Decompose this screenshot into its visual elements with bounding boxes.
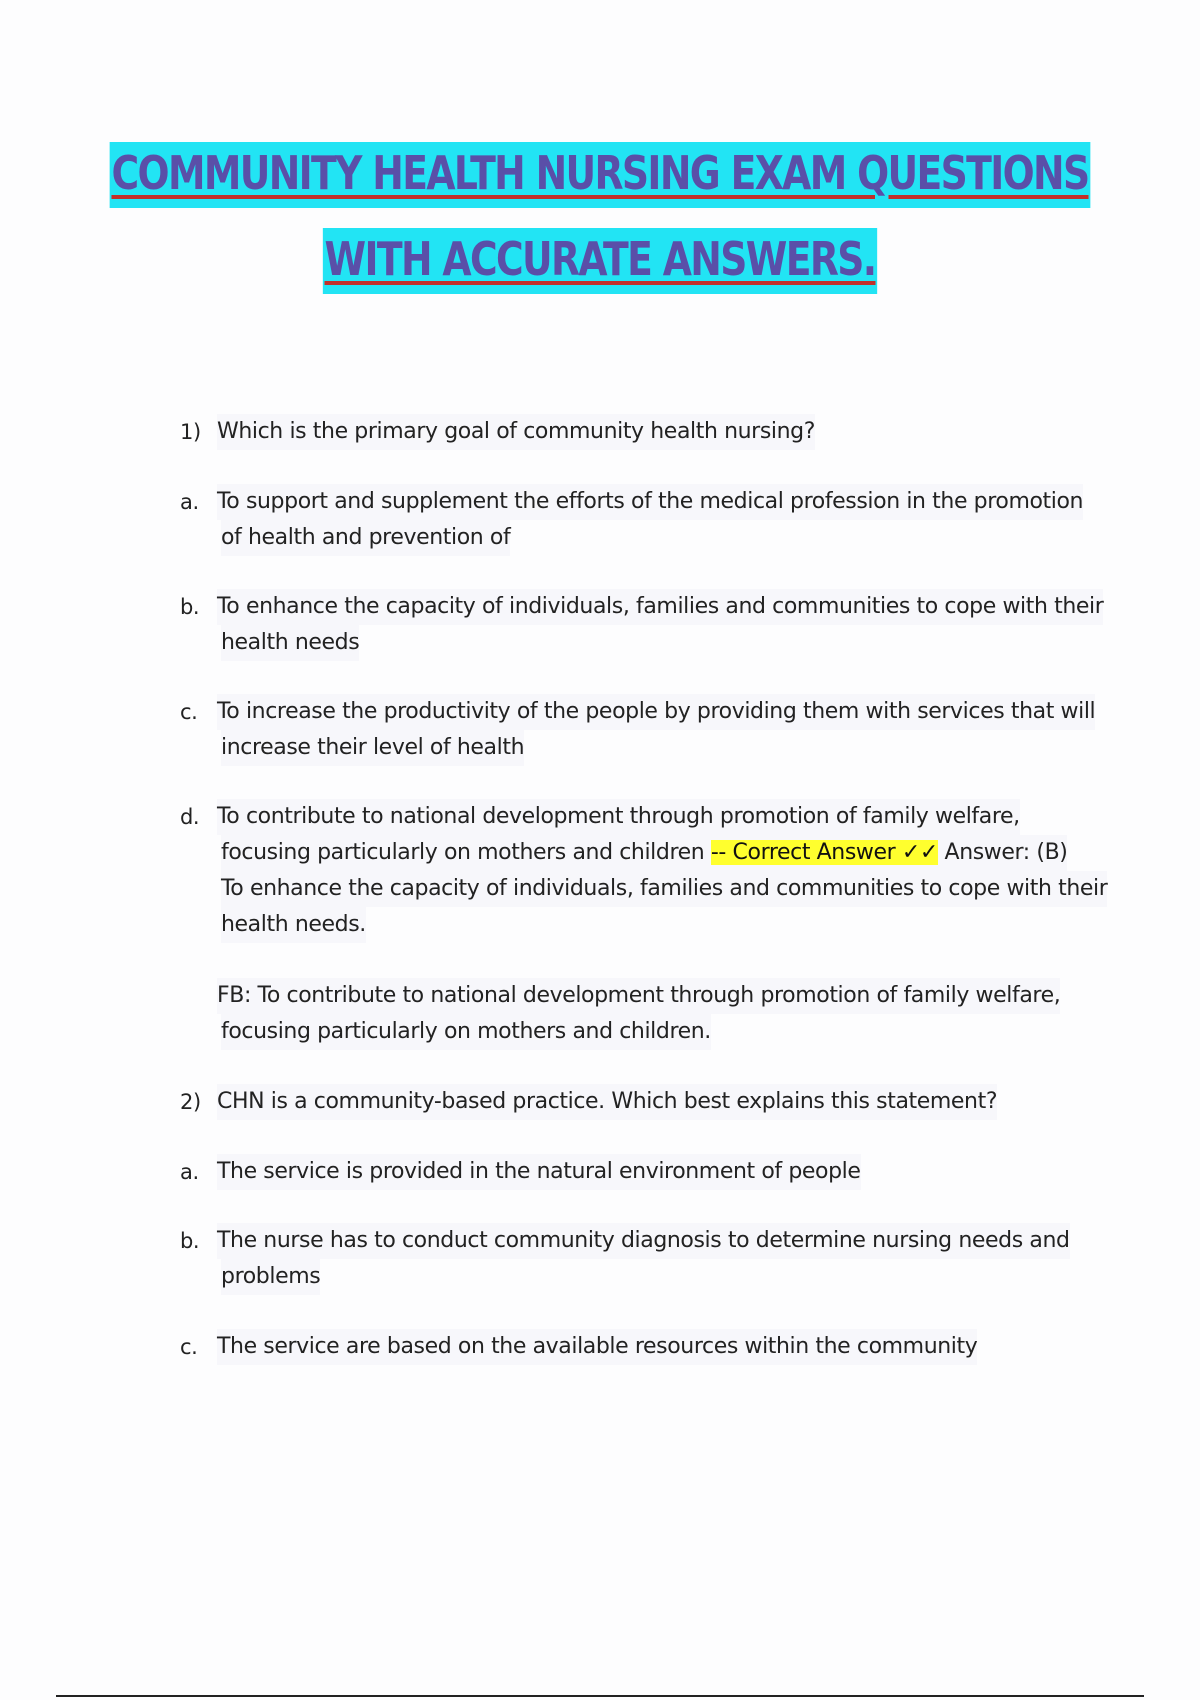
question-number: 2) (180, 1090, 201, 1114)
answer-label: Answer: (B) (937, 840, 1068, 865)
option-text-line: To contribute to national development through promotion of family welfare, (217, 799, 1020, 835)
option-text-line: problems (221, 1259, 320, 1295)
option-text-line: health needs (221, 625, 359, 661)
document-title-line-1 (108, 146, 1092, 200)
option-text-line: To increase the productivity of the people by providing them with services that will (217, 694, 1095, 730)
option-letter: d. (180, 805, 200, 829)
question-text: CHN is a community-based practice. Which best explains this statement? (217, 1084, 997, 1120)
option-letter: a. (180, 1160, 199, 1184)
option-text-segment: focusing particularly on mothers and children (221, 840, 711, 865)
question-text: Which is the primary goal of community health nursing? (217, 414, 815, 450)
correct-answer-highlight: -- Correct Answer ✓✓ (710, 840, 938, 865)
option-text-line: To enhance the capacity of individuals, families and communities to cope with their (217, 589, 1103, 625)
option-text-line: The nurse has to conduct community diagnosis to determine nursing needs and (217, 1223, 1070, 1259)
option-text-line: The service is provided in the natural environment of people (217, 1154, 861, 1190)
option-text-line: To support and supplement the efforts of the medical profession in the promotion (217, 484, 1083, 520)
feedback-line: focusing particularly on mothers and children. (221, 1014, 711, 1050)
option-letter: c. (180, 1335, 198, 1359)
option-text-line: increase their level of health (221, 730, 524, 766)
option-text-line-with-answer (221, 835, 1067, 871)
answer-explanation-line: To enhance the capacity of individuals, families and communities to cope with their (221, 871, 1107, 907)
title-text-2: WITH ACCURATE ANSWERS. (323, 228, 877, 294)
feedback-line: FB: To contribute to national development through promotion of family welfare, (217, 978, 1060, 1014)
answer-explanation-line: health needs. (221, 907, 366, 943)
question-number: 1) (180, 420, 201, 444)
option-letter: b. (180, 1229, 200, 1253)
document-title-line-2 (108, 232, 1092, 286)
option-text-line: of health and prevention of (221, 520, 510, 556)
page-bottom-rule (56, 1695, 1144, 1697)
option-text-line: The service are based on the available resources within the community (217, 1329, 977, 1365)
option-letter: a. (180, 490, 199, 514)
title-text-1: COMMUNITY HEALTH NURSING EXAM QUESTIONS (110, 142, 1090, 208)
option-letter: b. (180, 595, 200, 619)
option-letter: c. (180, 700, 198, 724)
